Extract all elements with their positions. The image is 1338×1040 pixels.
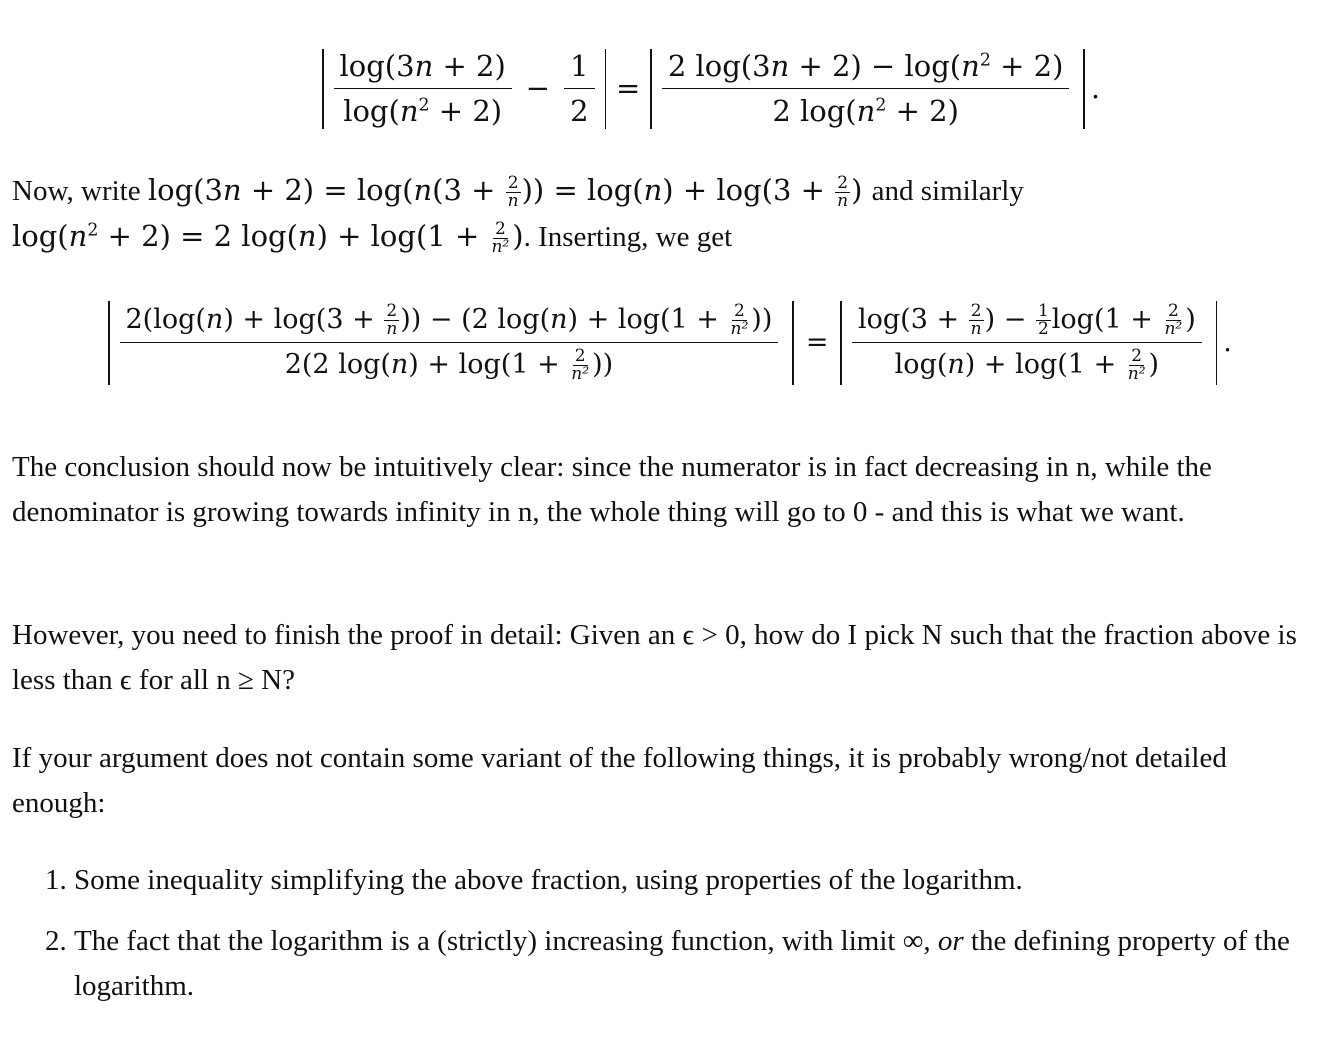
fraction-one-half: $\frac{1}{2}$ — [564, 44, 594, 133]
paragraph-conclusion: The conclusion should now be intuitively clear: since the numerator is in fact decreasing in n, while the denominator is growing towards infinity in n, the whole thing will go to 0 - and this is what we want. — [12, 451, 1212, 528]
fraction-numerator: 2 $\log(3n + 2) - \log(n^2 + 2)$ — [662, 44, 1070, 89]
equation-ratio-difference: $\frac{\log(3n + 2)}{\log(n^2 + 2)}$ − $\frac{1}{2}$ = $\frac{2 \log(3n + 2) - \log(n^2 + 2)}{2 \log(n^2 + 2)}$ . — [316, 44, 1100, 133]
list-item: 1. Some inequality simplifying the above fraction, using properties of the logarithm. — [74, 858, 1324, 903]
fraction-denominator: $\log(n^2 + 2)$ — [343, 94, 503, 128]
equation-expanded: 2(log(n) + log(3 + $\frac{2}{n}$ )) − (2 log(n) + log(1 + $\frac{2}{\text{n²}}$ )) 2(2 log(n) + log(1 + $\frac{2}{\text{n²}}$ )) = log(3 + $\frac{2}{n}$ ) − $\frac{1}{2}$ log(1 + $\frac{2}{\text{n²}}$ ) log(n) + log(1 + $\frac{2}{\text{n²}}$ ) . — [102, 298, 1232, 387]
paragraph-however: However, you need to finish the proof in detail: Given an ϵ > 0, how do I pick N such that the fraction above is less than ϵ for all n ≥ N? — [12, 619, 1297, 696]
abs-bar-left — [108, 301, 110, 385]
requirements-list — [46, 858, 1324, 1025]
list-item: 2. The fact that the logarithm is a (strictly) increasing function, with limit ∞, or the defining property of the logarithm. — [74, 919, 1324, 1009]
fraction-numerator: log(3 + $\frac{2}{n}$ ) − $\frac{1}{2}$ log(1 + $\frac{2}{\text{n²}}$ ) — [852, 298, 1202, 343]
abs-bar-mid — [605, 49, 607, 129]
abs-bar-right — [1216, 301, 1218, 385]
fraction-simplified — [852, 298, 1202, 387]
fraction-denominator: log(n) + log(1 + $\frac{2}{\text{n²}}$ ) — [894, 346, 1160, 384]
fraction-numerator: log(3n + 2) — [334, 44, 512, 89]
fraction-denominator: 2 $\log(n^2 + 2)$ — [772, 94, 959, 128]
abs-bar-mid2 — [650, 49, 652, 129]
abs-bar-mid — [792, 301, 794, 385]
fraction-denominator: 2(2 log(n) + log(1 + $\frac{2}{\text{n²}}$ )) — [284, 346, 614, 384]
fraction-numerator: 2(log(n) + log(3 + $\frac{2}{n}$ )) − (2 log(n) + log(1 + $\frac{2}{\text{n²}}$ )) — [120, 298, 779, 343]
abs-bar-right — [1083, 49, 1085, 129]
abs-bar-left — [322, 49, 324, 129]
paragraph-argument: If your argument does not contain some variant of the following things, it is probably wrong/not detailed enough: — [12, 742, 1227, 819]
fraction-expanded-left — [120, 298, 779, 387]
fraction-log-ratio — [334, 44, 512, 133]
fraction-combined — [662, 44, 1070, 133]
paragraph-rewrite: Now, write log(3n + 2) = log(n(3 + $\frac{2}{n}$ )) = log(n) + log(3 + $\frac{2}{n}$ ) and similarly $\log(n^2 + 2) = 2$ log(n) + log(1 + $\frac{2}{\text{n²}}$ ). Inserting, we get — [12, 172, 1024, 257]
abs-bar-mid2 — [840, 301, 842, 385]
